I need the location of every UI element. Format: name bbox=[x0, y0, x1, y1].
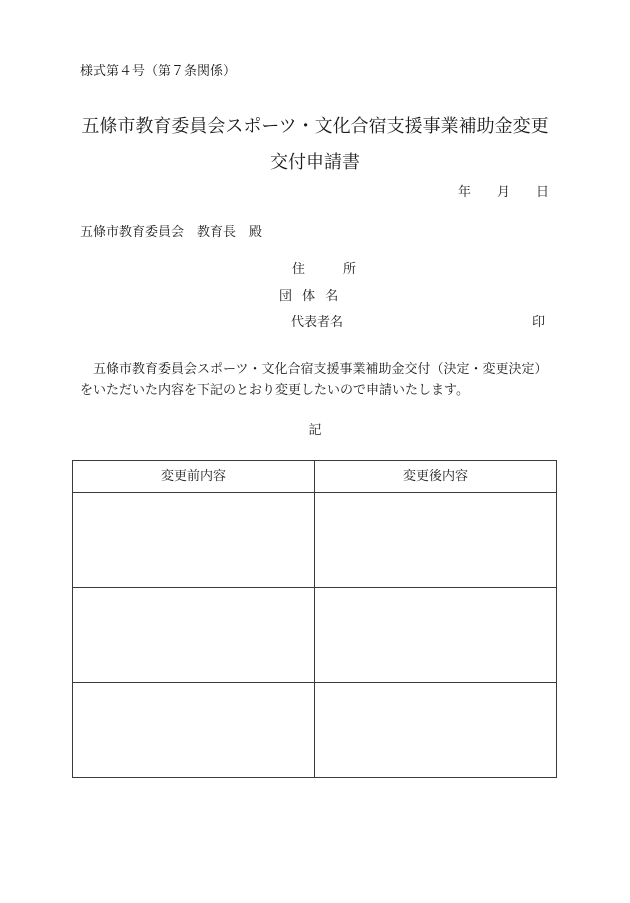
representative-label: 代表者名 bbox=[291, 315, 344, 330]
form-style-label: 様式第４号（第７条関係） bbox=[80, 64, 237, 79]
address-label: 住 所 bbox=[292, 262, 361, 277]
request-paragraph-line-1: 五條市教育委員会スポーツ・文化合宿支援事業補助金交付（決定・変更決定） bbox=[80, 362, 548, 377]
before-change-cell bbox=[73, 493, 315, 588]
form-title-line-1: 五條市教育委員会スポーツ・文化合宿支援事業補助金変更 bbox=[81, 116, 549, 137]
header-before-change: 変更前内容 bbox=[73, 461, 315, 493]
header-after-change: 変更後内容 bbox=[315, 461, 557, 493]
change-details-table bbox=[72, 460, 557, 778]
addressee: 五條市教育委員会 教育長 殿 bbox=[80, 225, 263, 240]
date-line: 年 月 日 bbox=[458, 185, 550, 200]
seal-mark: 印 bbox=[532, 315, 546, 330]
note-heading: 記 bbox=[308, 423, 322, 438]
after-change-cell bbox=[315, 493, 557, 588]
form-title-line-2: 交付申請書 bbox=[270, 152, 360, 173]
before-change-cell bbox=[73, 683, 315, 778]
request-paragraph-line-2: をいただいた内容を下記のとおり変更したいので申請いたします。 bbox=[80, 383, 469, 398]
group-name-label: 団 体 名 bbox=[279, 289, 342, 304]
before-change-cell bbox=[73, 588, 315, 683]
after-change-cell bbox=[315, 588, 557, 683]
after-change-cell bbox=[315, 683, 557, 778]
